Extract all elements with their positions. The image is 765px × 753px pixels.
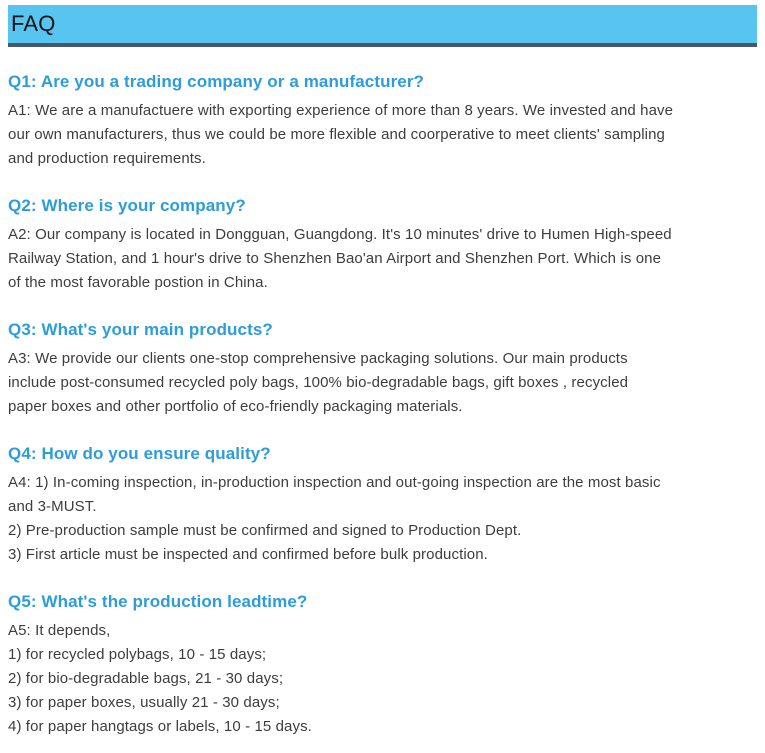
faq-question: Q5: What's the production leadtime? (8, 592, 308, 611)
faq-answer-line: A2: Our company is located in Dongguan, Guangdong. It's 10 minutes' drive to Humen High-speed (8, 226, 672, 243)
faq-answer-line: 2) for bio-degradable bags, 21 - 30 days; (8, 670, 284, 687)
page-title: FAQ (11, 11, 56, 36)
faq-question: Q4: How do you ensure quality? (8, 444, 271, 463)
faq-section (8, 320, 757, 419)
faq-answer-line: 1) for recycled polybags, 10 - 15 days; (8, 646, 267, 663)
faq-answer-line: A5: It depends, (8, 622, 111, 639)
faq-answer-line: paper boxes and other portfolio of eco-friendly packaging materials. (8, 398, 463, 415)
faq-answer-line: of the most favorable postion in China. (8, 274, 268, 291)
faq-answer-line: Railway Station, and 1 hour's drive to Shenzhen Bao'an Airport and Shenzhen Port. Which is one (8, 250, 662, 267)
faq-answer-line: 2) Pre-production sample must be confirmed and signed to Production Dept. (8, 522, 522, 539)
faq-answer-line: A1: We are a manufactuere with exporting experience of more than 8 years. We invested and have (8, 102, 674, 119)
faq-question: Q1: Are you a trading company or a manufacturer? (8, 72, 425, 91)
faq-answer-line: A3: We provide our clients one-stop comprehensive packaging solutions. Our main products (8, 350, 628, 367)
faq-answer-line: 3) First article must be inspected and confirmed before bulk production. (8, 546, 488, 563)
faq-answer-line: and production requirements. (8, 150, 206, 167)
faq-answer-line: our own manufacturers, thus we could be more flexible and coorperative to meet clients' sampling (8, 126, 665, 143)
faq-answer-line: and 3-MUST. (8, 498, 97, 515)
faq-sections (0, 72, 765, 739)
faq-question: Q3: What's your main products? (8, 320, 273, 339)
faq-answer-line: A4: 1) In-coming inspection, in-production inspection and out-going inspection are the most basic (8, 474, 661, 491)
faq-answer-line: 3) for paper boxes, usually 21 - 30 days; (8, 694, 280, 711)
faq-header-bar (8, 5, 757, 47)
faq-section (8, 72, 757, 171)
faq-answer-line: 4) for paper hangtags or labels, 10 - 15 days. (8, 718, 312, 735)
faq-question: Q2: Where is your company? (8, 196, 246, 215)
faq-section (8, 444, 757, 567)
faq-section (8, 592, 757, 739)
faq-section (8, 196, 757, 295)
faq-page (0, 5, 765, 753)
faq-answer-line: include post-consumed recycled poly bags, 100% bio-degradable bags, gift boxes , recycled (8, 374, 629, 391)
